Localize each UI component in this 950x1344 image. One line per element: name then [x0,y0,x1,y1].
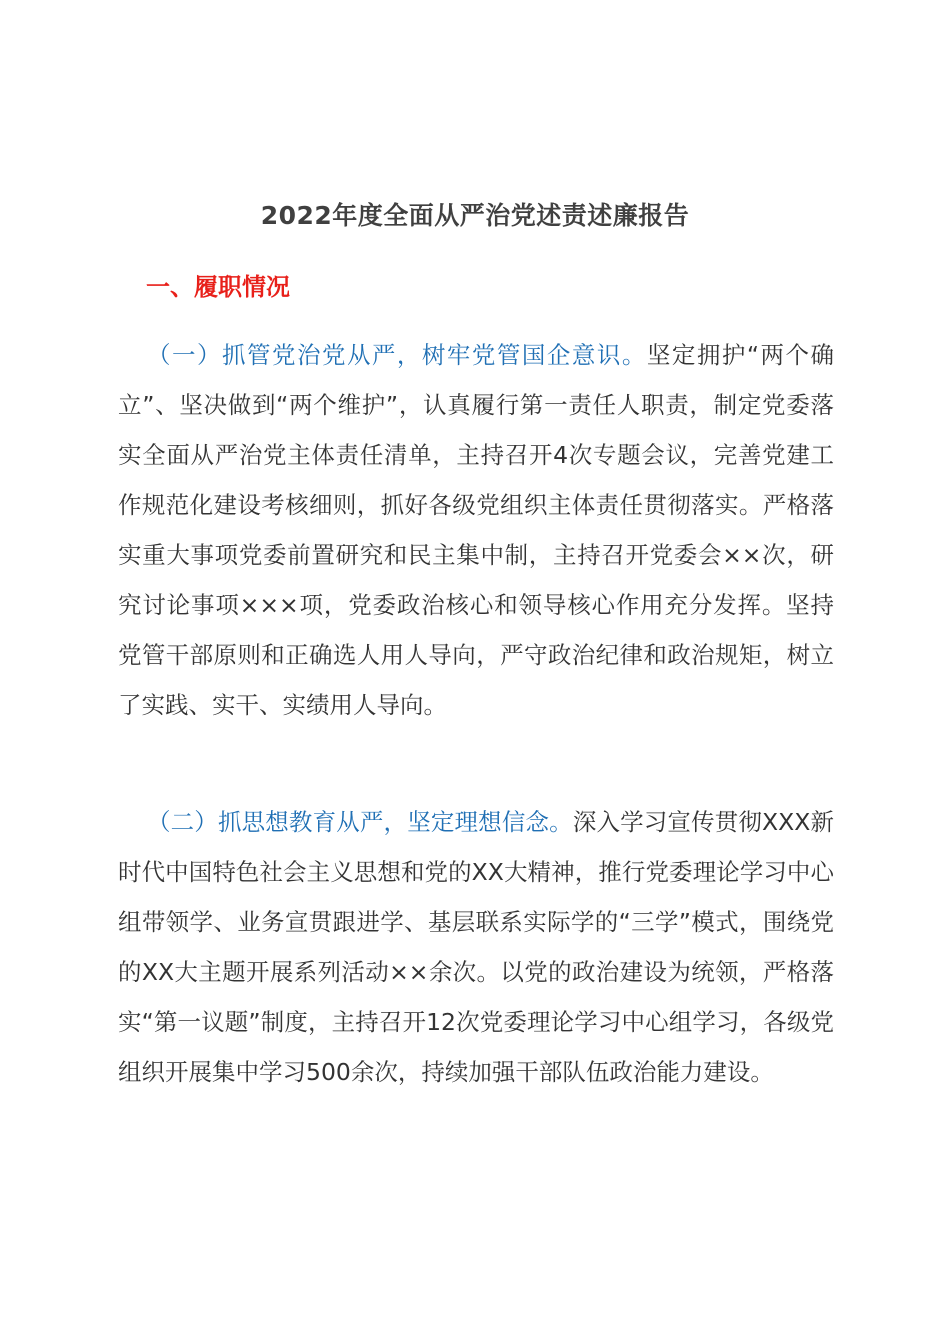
paragraph-2-body: 深入学习宣传贯彻XXX新时代中国特色社会主义思想和党的XX大精神，推行党委理论学习中心组带领学、业务宣贯跟进学、基层联系实际学的“三学”模式，围绕党的XX大主题开展系列活动××余次。以党的政治建设为统领，严格落实“第一议题”制度，主持召开12次党委理论学习中心组学习，各级党组织开展集中学习500余次，持续加强干部队伍政治能力建设。 [118,808,835,1086]
paragraph-1-lead: （一）抓管党治党从严，树牢党管国企意识。 [147,341,647,369]
paragraph-1 [118,330,834,730]
paragraph-2 [118,797,834,1097]
section-heading: 一、履职情况 [146,273,290,301]
paragraph-1-body: 坚定拥护“两个确立”、坚决做到“两个维护”，认真履行第一责任人职责，制定党委落实全面从严治党主体责任清单，主持召开4次专题会议，完善党建工作规范化建设考核细则，抓好各级党组织主体责任贯彻落实。严格落实重大事项党委前置研究和民主集中制，主持召开党委会××次，研究讨论事项×××项，党委政治核心和领导核心作用充分发挥。坚持党管干部原则和正确选人用人导向，严守政治纪律和政治规矩，树立了实践、实干、实绩用人导向。 [118,341,835,719]
paragraph-2-lead: （二）抓思想教育从严，坚定理想信念。 [147,808,573,836]
document-title: 2022年度全面从严治党述责述廉报告 [260,201,690,230]
